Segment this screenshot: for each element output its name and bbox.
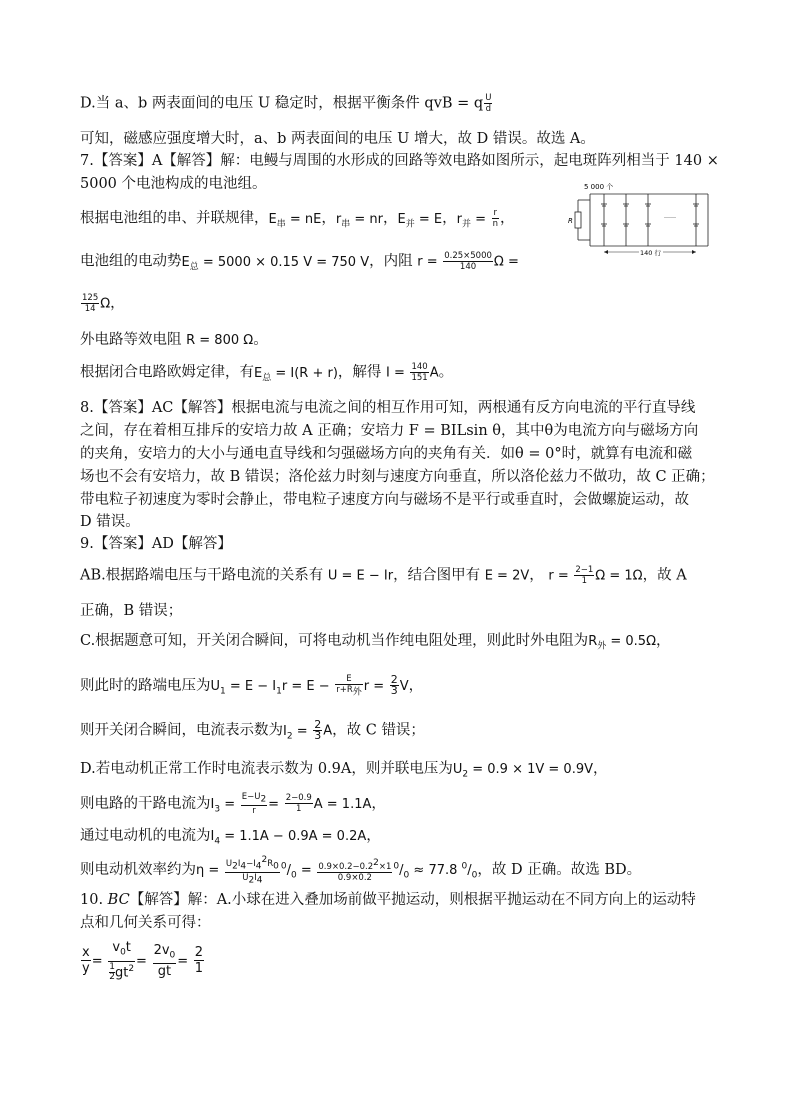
resistor-r xyxy=(568,200,590,240)
line-q9-d-main-current: 则电路的干路电流为$I_3$ = $\frac{E-U_2}{r}$ = $\frac{2-0.9}{1}$ A = 1.1A， xyxy=(80,792,386,816)
line-q8-5: 带电粒子初速度为零时会静止，带电粒子速度方向与磁场不是平行或垂直时，会做螺旋运动，故 xyxy=(80,492,689,508)
resistor-label: R xyxy=(568,217,573,225)
line-2: 可知，磁感应强度增大时，a、b 两表面间的电压 U 增大，故 D 错误。故选 A。 xyxy=(80,131,595,147)
line-q10-formula: $\frac{x}{y}$ = $v_0t$ $\frac{1}{2}$ $gt^2$ = $\frac{2v_0}{gt}$ = $\frac{2}{1}$ xyxy=(82,940,204,982)
line-q8-6: D 错误。 xyxy=(80,514,140,530)
d-option-text: D.当 a、b 两表面间的电压 U 稳定时，根据平衡条件 qvB = q xyxy=(80,95,484,112)
line-q9-c-voltage: 则此时的路端电压为$U_1 = E - I_1r = E$ − $\frac{E}{r+R_外}$ r = $\frac{2}{3}$ V， xyxy=(80,673,424,698)
line-external-resistance: 外电路等效电阻 R = 800 Ω。 xyxy=(80,332,268,348)
line-ohm-law: 根据闭合电路欧姆定律，有$E_总 = I(R + r)$，解得 I = $\frac{140}{151}$ A。 xyxy=(80,362,454,384)
ellipsis-label: …… xyxy=(664,213,676,220)
top-label: 5 000 个 xyxy=(584,183,614,191)
line-q8-answer: 8.【答案】AC【解答】根据电流与电流之间的相互作用可知，两根通有反方向电流的平行直导线 xyxy=(80,400,696,416)
line-q9-d-motor-current: 通过电动机的电流为$I_4 = 1.1A - 0.9A = 0.2A$， xyxy=(80,828,381,847)
battery-columns xyxy=(601,194,699,246)
bottom-label: 140 行 xyxy=(640,249,661,257)
line-q9-d: D.若电动机正常工作时电流表示数为 0.9A，则并联电压为$U_2 = 0.9 \times 1V = 0.9V$， xyxy=(80,761,608,780)
line-q10-2: 点和几何关系可得： xyxy=(80,915,211,931)
line-q9-c: C.根据题意可知，开关闭合瞬间，可将电动机当作纯电阻处理，则此时外电阻为$R_外 = 0.5\Omega$， xyxy=(80,633,671,652)
line-q7-answer: 7.【答案】A【解答】解：电鳗与周围的水形成的回路等效电路如图所示，起电斑阵列相当于 140 × xyxy=(80,153,719,169)
line-q9-answer: 9.【答案】AD【解答】 xyxy=(80,536,232,552)
line-internal-resistance: $\frac{125}{14}$ Ω， xyxy=(82,293,125,314)
line-q9-d-efficiency: 则电动机效率约为η = $\frac{U_2I_4-I_4^2R_0}{U_2I_4}$ $^0/_0$ = $\frac{0.9\times 0.2-0.2^2\times 1}{0.9\times 0.2}$ $^0/_0 \approx 77.8$ $^0/_0$，故 D 正确。故选 BD。 xyxy=(80,855,642,886)
line-series-parallel-rule: 根据电池组的串、并联规律，$E_串$ = nE，$r_串$ = nr，$E_并 = E$，$r_并$ = $\frac{r}{n}$ ， xyxy=(80,208,515,230)
line-q8-2: 之间，存在着相互排斥的安培力故 A 正确；安培力 F = BILsin θ，其中θ为电流方向与磁场方向 xyxy=(80,423,699,439)
battery-array-circuit-diagram xyxy=(568,180,718,258)
fraction-u-over-d: $\frac{U}{d}$ xyxy=(485,93,492,114)
line-q8-4: 场也不会有安培力，故 B 错误；洛伦兹力时刻与速度方向垂直，所以洛伦兹力不做功，故 C 正确； xyxy=(80,469,715,485)
line-4: 5000 个电池构成的电池组。 xyxy=(80,176,267,192)
line-d-option xyxy=(80,93,493,114)
line-q8-3: 的夹角，安培力的大小与通电直导线和匀强磁场方向的夹角有关．如θ = 0°时，就算有电流和磁 xyxy=(80,446,693,462)
line-q9-ab: AB.根据路端电压与干路电流的关系有 U = E − Ir，结合图甲有 E = 2V， r = $\frac{2-1}{1}$ Ω = 1Ω，故 A xyxy=(80,565,687,586)
line-q10-answer: 10. BC【解答】解：A.小球在进入叠加场前做平抛运动，则根据平抛运动在不同方向上的运动特 xyxy=(80,892,696,908)
line-q9-ab-2: 正确，B 错误； xyxy=(80,603,183,619)
line-q9-c-current: 则开关闭合瞬间，电流表示数为$I_2$ = $\frac{2}{3}$ A，故 C 错误； xyxy=(80,718,425,742)
line-emf-total: 电池组的电动势$E_总 = 5000 \times 0.15$ V = 750 V，内阻 r = $\frac{0.25\times 5000}{140}$ Ω = xyxy=(80,251,519,273)
